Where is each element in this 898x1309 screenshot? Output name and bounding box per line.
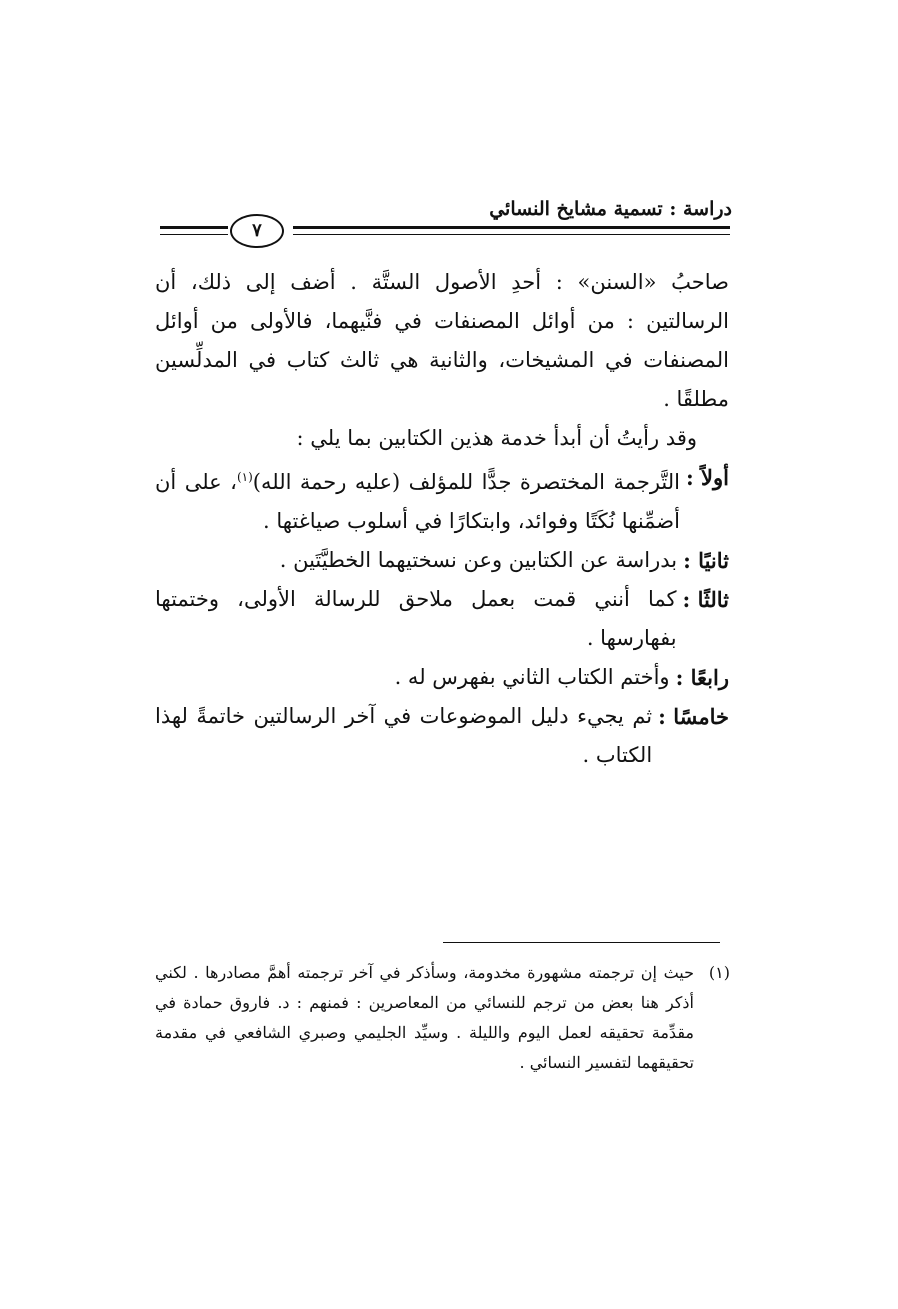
footnotes — [155, 958, 730, 1078]
item-text: ثم يجيء دليل الموضوعات في آخر الرسالتين خاتمةً لهذا الكتاب . — [155, 704, 653, 767]
list-item — [155, 458, 729, 541]
footnote-text: حيث إن ترجمته مشهورة مخدومة، وسأذكر في آخر ترجمته أهمَّ مصادرها . لكني أذكر هنا بعض من ترجم للنسائي من المعاصرين : فمنهم : د. فاروق حمادة في مقدِّمة تحقيقه لعمل اليوم والليلة . وسيِّد الجليمي وصبري الشافعي في مقدمة تحقيقهما لتفسير النسائي . — [155, 963, 694, 1072]
item-label: رابعًا : — [675, 665, 729, 690]
header-rule-left-thin — [160, 234, 228, 235]
footnote-mark: (١) — [708, 963, 730, 982]
item-text-part: ، على أن أضمِّنها نُكَتًا وفوائد، وابتكارًا في أسلوب صياغتها . — [155, 470, 680, 533]
list-item — [155, 658, 729, 697]
footnote — [155, 958, 730, 1078]
body-text — [155, 263, 729, 775]
list-item — [155, 697, 729, 775]
header-rule-thin — [293, 234, 730, 235]
item-text: كما أنني قمت بعمل ملاحق للرسالة الأولى، وختمتها بفهارسها . — [155, 587, 677, 650]
paragraph: وقد رأيتُ أن أبدأ خدمة هذين الكتابين بما يلي : — [296, 426, 697, 450]
item-text: بدراسة عن الكتابين وعن نسختيهما الخطيَّتَين . — [279, 548, 678, 572]
header-rule — [293, 226, 730, 229]
running-title: دراسة : تسمية مشايخ النسائي — [489, 198, 732, 220]
list-item — [155, 580, 729, 658]
footnote-separator — [443, 942, 720, 943]
item-label: أولاً : — [685, 465, 729, 490]
list-item — [155, 541, 729, 580]
header-rule-left — [160, 226, 228, 229]
item-text: وأختم الكتاب الثاني بفهرس له . — [394, 665, 670, 689]
page-number: ٧ — [230, 214, 284, 248]
item-text-part: التَّرجمة المختصرة جدًّا للمؤلف (عليه رحمة الله) — [252, 470, 680, 494]
item-label: ثانيًا : — [683, 548, 729, 573]
paragraph: صاحبُ «السنن» : أحدِ الأصول الستَّة . أضف إلى ذلك، أن الرسالتين : من أوائل المصنفات في فنَّيهما، فالأولى من أوائل المصنفات في المشيخات، والثانية هي ثالث كتاب في المدلِّسين مطلقًا . — [155, 270, 729, 411]
footnote-ref: (١) — [236, 470, 253, 484]
item-label: ثالثًا : — [682, 587, 729, 612]
item-label: خامسًا : — [658, 704, 729, 729]
item-text — [155, 458, 680, 541]
